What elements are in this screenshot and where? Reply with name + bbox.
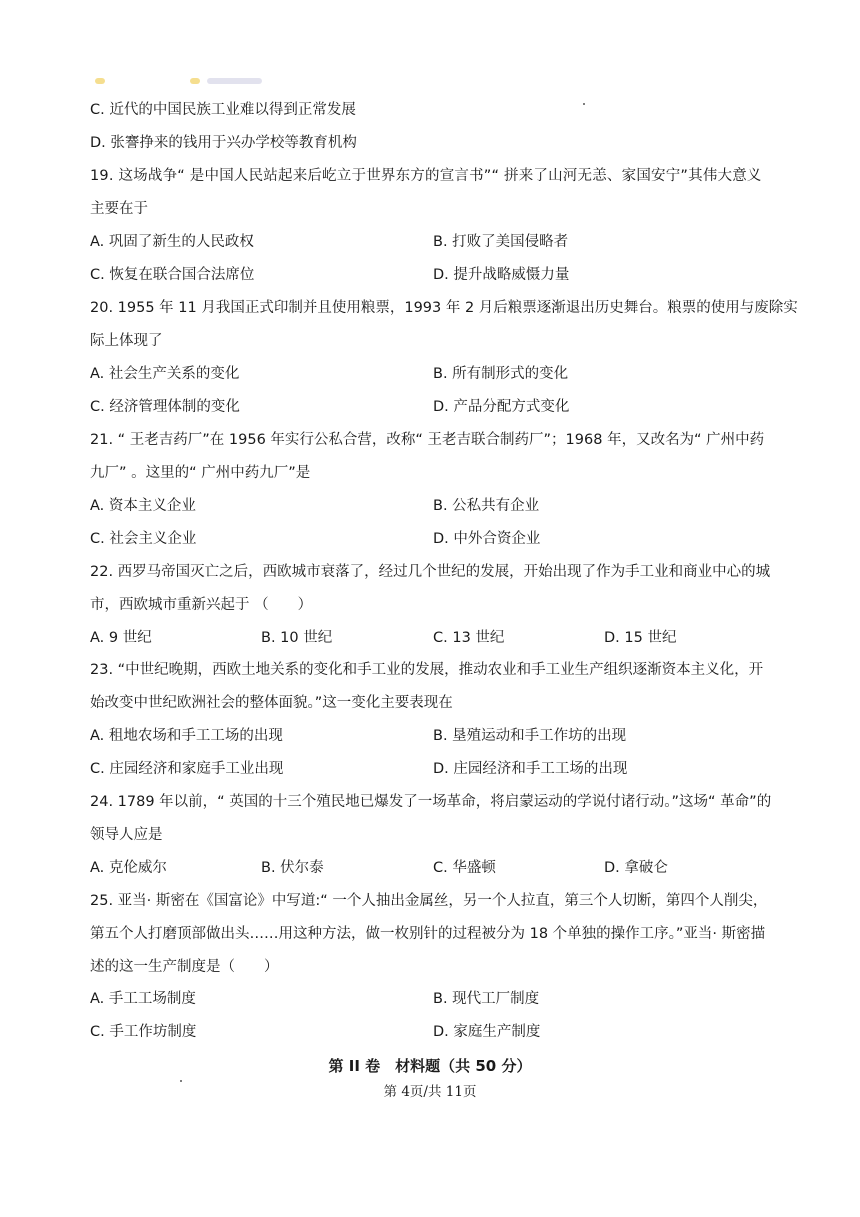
q23-option-b: B. 垦殖运动和手工作坊的出现 [433,728,627,744]
q24-option-a: A. 克伦威尔 [90,860,167,876]
q21-stem-line2: 九厂” 。这里的“ 广州中药九厂”是 [90,465,311,481]
q20-option-d: D. 产品分配方式变化 [433,399,570,415]
scan-artifact [95,78,265,86]
q25-option-b: B. 现代工厂制度 [433,991,540,1007]
q24-stem-line2: 领导人应是 [90,827,163,843]
q20-option-a: A. 社会生产关系的变化 [90,366,240,382]
q22-option-d: D. 15 世纪 [604,630,677,646]
q23-option-d: D. 庄园经济和手工工场的出现 [433,761,628,777]
q23-stem-line1: 23. “中世纪晚期，西欧土地关系的变化和手工业的发展，推动农业和手工业生产组织逐渐资本主义化，开 [90,662,764,678]
q19-option-c: C. 恢复在联合国合法席位 [90,267,255,283]
q18-option-d: D. 张謇挣来的钱用于兴办学校等教育机构 [90,135,357,151]
q25-stem-line2: 第五个人打磨顶部做出头……用这种方法，做一枚别针的过程被分为 18 个单独的操作工序。”亚当· 斯密描 [90,926,766,942]
q19-stem-line2: 主要在于 [90,201,148,217]
q20-option-b: B. 所有制形式的变化 [433,366,569,382]
q19-option-a: A. 巩固了新生的人民政权 [90,234,254,250]
q19-option-d: D. 提升战略威慑力量 [433,267,570,283]
q23-option-a: A. 租地农场和手工工场的出现 [90,728,283,744]
q21-option-a: A. 资本主义企业 [90,498,196,514]
q20-option-c: C. 经济管理体制的变化 [90,399,240,415]
q25-stem-line3: 述的这一生产制度是（ ） [90,959,279,975]
q21-stem-line1: 21. “ 王老吉药厂”在 1956 年实行公私合营，改称“ 王老吉联合制药厂”；1968 年，又改名为“ 广州中药 [90,432,765,448]
q24-option-c: C. 华盛顿 [433,860,496,876]
q19-stem-line1: 19. 这场战争“ 是中国人民站起来后屹立于世界东方的宣言书”“ 拼来了山河无恙、家国安宁”其伟大意义 [90,168,762,184]
scan-dot [583,103,585,105]
q22-stem-line2: 市，西欧城市重新兴起于 （ ） [90,597,313,613]
q22-option-c: C. 13 世纪 [433,630,505,646]
q22-option-b: B. 10 世纪 [261,630,333,646]
q25-option-d: D. 家庭生产制度 [433,1024,541,1040]
q25-stem-line1: 25. 亚当· 斯密在《国富论》中写道:“ 一个人抽出金属丝，另一个人拉直，第三个人切断，第四个人削尖， [90,893,768,909]
q23-option-c: C. 庄园经济和家庭手工业出现 [90,761,284,777]
q21-option-c: C. 社会主义企业 [90,531,197,547]
q20-stem-line1: 20. 1955 年 11 月我国正式印制并且使用粮票，1993 年 2 月后粮票逐渐退出历史舞台。粮票的使用与废除实 [90,300,798,316]
q21-option-d: D. 中外合资企业 [433,531,541,547]
q24-stem-line1: 24. 1789 年以前，“ 英国的十三个殖民地已爆发了一场革命，将启蒙运动的学说付诸行动。”这场“ 革命”的 [90,794,772,810]
q25-option-a: A. 手工工场制度 [90,991,196,1007]
q22-stem-line1: 22. 西罗马帝国灭亡之后，西欧城市衰落了，经过几个世纪的发展，开始出现了作为手工业和商业中心的城 [90,564,771,580]
q24-option-b: B. 伏尔泰 [261,860,324,876]
q22-option-a: A. 9 世纪 [90,630,152,646]
page-footer: 第 4页/共 11页 [383,1084,477,1100]
q19-option-b: B. 打败了美国侵略者 [433,234,569,250]
q20-stem-line2: 际上体现了 [90,333,163,349]
section-title: 第 II 卷 材料题（共 50 分） [328,1057,532,1075]
q23-stem-line2: 始改变中世纪欧洲社会的整体面貌。”这一变化主要表现在 [90,695,453,711]
q25-option-c: C. 手工作坊制度 [90,1024,197,1040]
q24-option-d: D. 拿破仑 [604,860,668,876]
q21-option-b: B. 公私共有企业 [433,498,540,514]
q18-option-c: C. 近代的中国民族工业难以得到正常发展 [90,102,356,118]
